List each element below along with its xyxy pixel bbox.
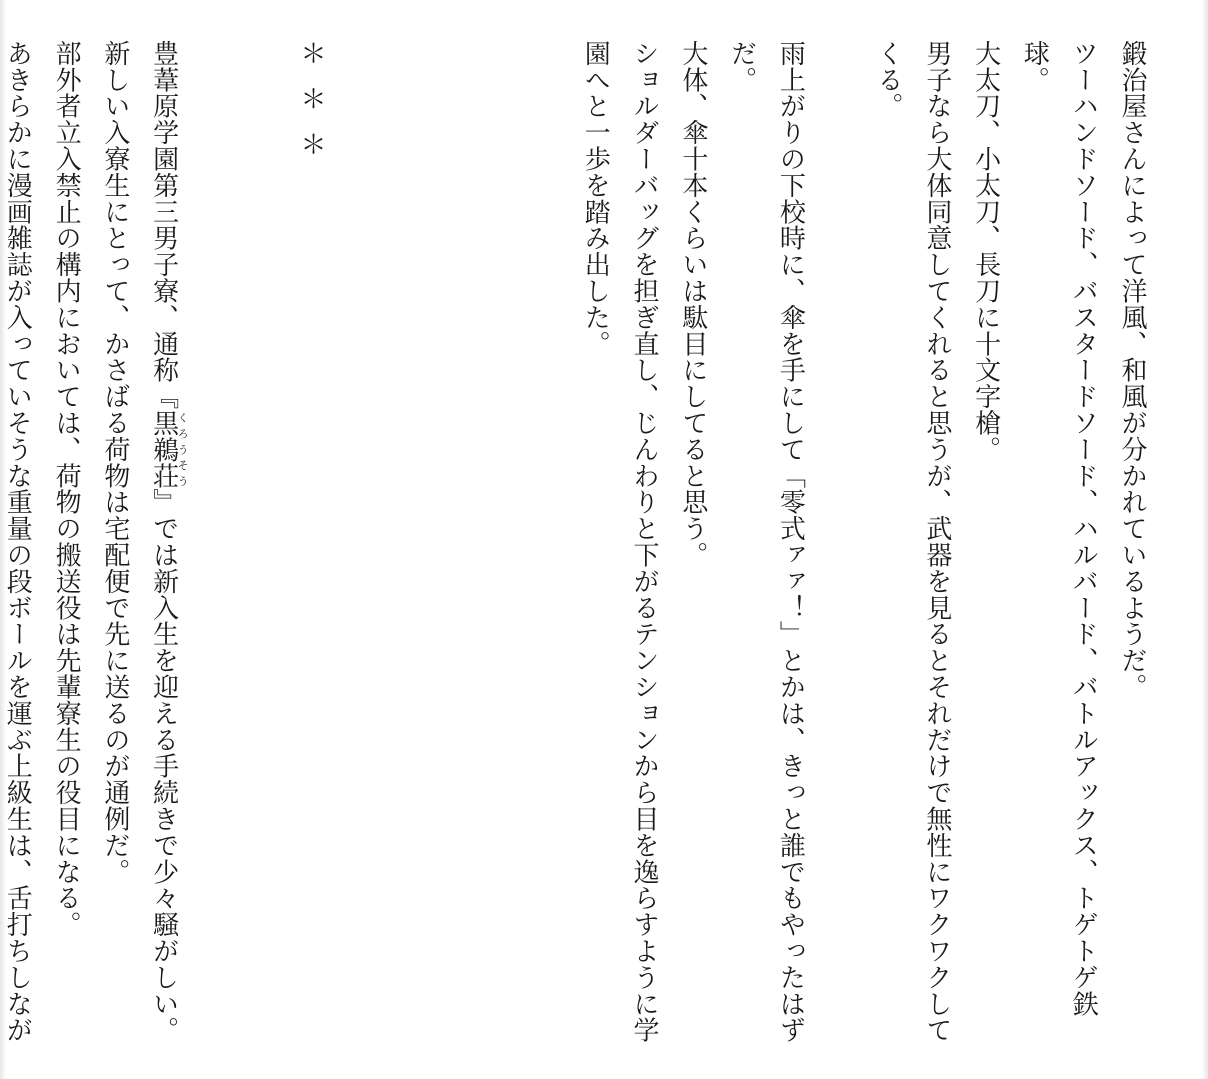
paragraph: 大太刀、小太刀、長刀に十文字槍。 xyxy=(970,40,1001,463)
ruby-kurogarasu xyxy=(148,409,190,489)
paragraph-kurogarasu xyxy=(139,40,189,1050)
ruby-reading: くろうそう xyxy=(176,409,190,489)
blank-line xyxy=(237,40,286,1050)
blank-line xyxy=(522,40,571,1050)
text-segment: 』では新入生を迎える手続きで少々騒がしい。 xyxy=(148,488,179,1044)
page-edge-right xyxy=(1202,0,1208,1079)
paragraph: 雨上がりの下校時に、傘を手にして「零式ァァ！」とかは、きっと誰でもやったはずだ。 xyxy=(726,40,806,1044)
paragraph: 男子なら大体同意してくれると思うが、武器を見るとそれだけで無性にワクワクしてくる。 xyxy=(873,40,952,1044)
paragraph: 新しい入寮生にとって、かさばる荷物は宅配便で先に送るのが通例だ。 xyxy=(99,40,130,885)
paragraph: ショルダーバッグを担ぎ直し、じんわりと下がるテンションから目を逸らすように学園へと一歩を踏み出した。 xyxy=(580,40,660,1044)
vertical-text-body xyxy=(2,40,1156,1050)
section-break: ＊＊＊ xyxy=(296,40,327,177)
paragraph: 鍛治屋さんによって洋風、和風が分かれているようだ。 xyxy=(1117,40,1147,700)
paragraph: ツーハンドソード、バスタードソード、ハルバード、バトルアックス、トゲトゲ鉄球。 xyxy=(1019,40,1099,1017)
blank-line xyxy=(473,40,522,1050)
text-segment: 豊葦原学園第三男子寮、通称『 xyxy=(148,40,179,410)
paragraph: あきらかに漫画雑誌が入っていそうな重量の段ボールを運ぶ上級生は、舌打ちしなが xyxy=(2,40,33,1044)
blank-line xyxy=(814,40,863,1050)
paragraph: 大体、傘十本くらいは駄目にしてると思う。 xyxy=(677,40,708,568)
paragraph: 部外者立入禁止の構内においては、荷物の搬送役は先輩寮生の役目になる。 xyxy=(51,40,82,938)
blank-line xyxy=(189,40,238,1050)
ruby-base: 黒鵜荘 xyxy=(148,409,179,489)
